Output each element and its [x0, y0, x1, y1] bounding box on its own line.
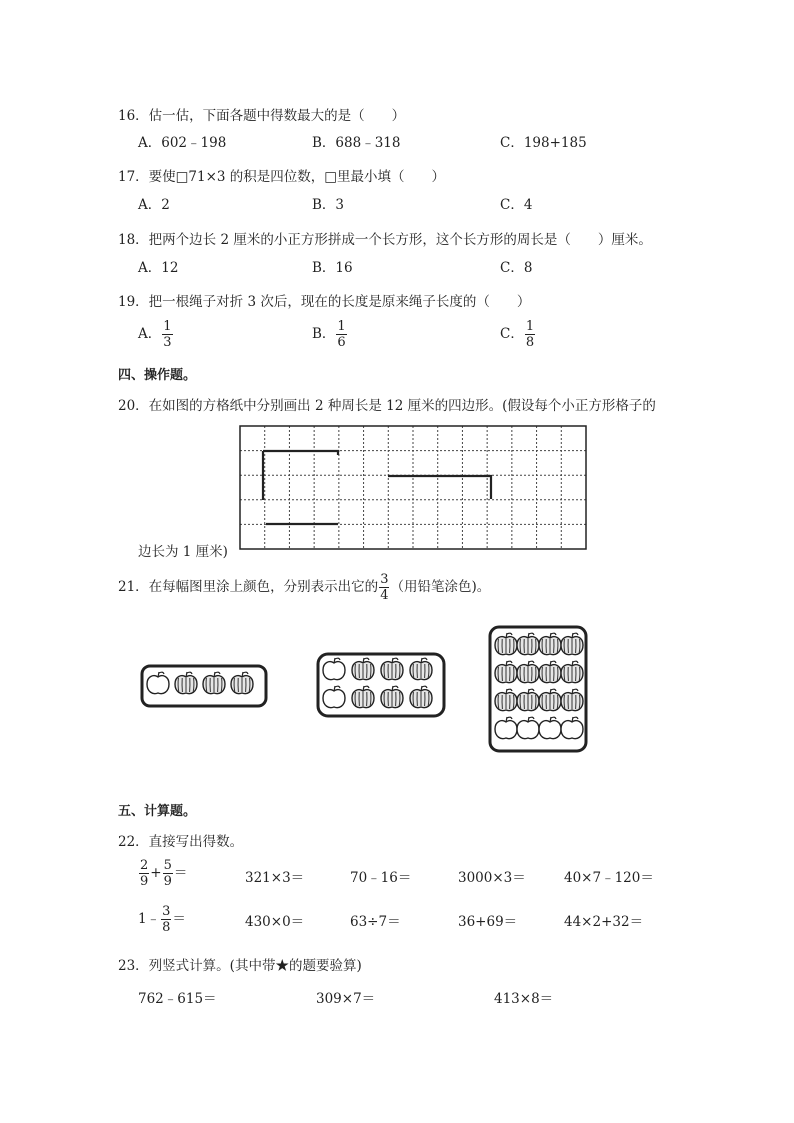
calc-item: 63÷7＝ — [350, 914, 401, 930]
question-20-tail: 边长为 1 厘米) — [138, 544, 228, 560]
apple-shaded — [517, 661, 539, 683]
question-16-stem: 16．估一估，下面各题中得数最大的是（ ） — [118, 108, 406, 124]
apple-shaded — [381, 658, 403, 680]
apple-shaded — [495, 661, 517, 683]
question-22-stem: 22．直接写出得数。 — [118, 834, 244, 850]
calc-item: 3000×3＝ — [458, 870, 526, 886]
question-17-option-a: A．2 — [138, 197, 170, 213]
fraction: $\frac{5}{9}$ — [163, 858, 172, 889]
question-18-option-b: B．16 — [312, 260, 353, 276]
apple-plain — [539, 717, 561, 739]
apple-shaded — [517, 689, 539, 711]
apple-shaded — [203, 672, 225, 694]
apple-shaded — [517, 633, 539, 655]
question-17-stem: 17．要使□71×3 的积是四位数，□里最小填（ ） — [118, 169, 446, 185]
fraction: $\frac{1}{6}$ — [337, 319, 346, 350]
question-16-option-a: A．602﹣198 — [138, 135, 227, 151]
apple-shaded — [410, 686, 432, 708]
question-19-stem: 19．把一根绳子对折 3 次后，现在的长度是原来绳子长度的（ ） — [118, 294, 531, 310]
apple-plain — [147, 672, 169, 694]
question-23-stem: 23．列竖式计算。(其中带★的题要验算) — [118, 958, 362, 974]
question-18-option-a: A．12 — [138, 260, 179, 276]
apple-tray-8 — [316, 652, 448, 720]
apple-shaded — [231, 672, 253, 694]
calc-item: 36+69＝ — [458, 914, 518, 930]
apple-shaded — [561, 633, 583, 655]
question-19-option-a: A． $\frac{1}{3}$ — [138, 319, 172, 350]
apple-plain — [323, 658, 345, 680]
fraction: $\frac{1}{8}$ — [525, 319, 535, 350]
fraction-three-quarters: $\frac{3}{4}$ — [380, 572, 389, 603]
apple-shaded — [495, 689, 517, 711]
apple-shaded — [561, 689, 583, 711]
apple-plain — [495, 717, 517, 739]
question-18-stem: 18．把两个边长 2 厘米的小正方形拼成一个长方形，这个长方形的周长是（ ）厘米。 — [118, 232, 652, 248]
vertical-calc-item: 413×8＝ — [494, 991, 554, 1007]
question-20-stem: 20．在如图的方格纸中分别画出 2 种周长是 12 厘米的四边形。(假设每个小正方形格子的 — [118, 398, 656, 414]
apple-shaded — [352, 686, 374, 708]
calc-item: 70﹣16＝ — [350, 870, 412, 886]
section-heading-operations: 四、操作题。 — [118, 368, 197, 383]
question-16-option-b: B．688﹣318 — [312, 135, 401, 151]
apple-plain — [561, 717, 583, 739]
vertical-calc-item: 309×7＝ — [316, 991, 376, 1007]
calc-item: 40×7﹣120＝ — [564, 870, 654, 886]
fraction: $\frac{2}{9}$ — [140, 858, 149, 889]
apple-shaded — [381, 686, 403, 708]
apple-shaded — [352, 658, 374, 680]
apple-shaded — [495, 633, 517, 655]
question-19-option-c: C． $\frac{1}{8}$ — [500, 319, 535, 350]
drawn-shape-2 — [388, 476, 491, 499]
question-17-option-b: B．3 — [312, 197, 345, 213]
question-19-option-b: B． $\frac{1}{6}$ — [312, 319, 346, 350]
apple-tray-4 — [140, 664, 270, 710]
question-18-option-c: C．8 — [500, 260, 533, 276]
fraction: $\frac{3}{8}$ — [162, 904, 171, 935]
apple-shaded — [539, 689, 561, 711]
section-heading-calculation: 五、计算题。 — [118, 804, 197, 819]
apple-plain — [517, 717, 539, 739]
apple-shaded — [410, 658, 432, 680]
apple-shaded — [539, 661, 561, 683]
apple-shaded — [175, 672, 197, 694]
vertical-calc-item: 762﹣615＝ — [138, 991, 217, 1007]
apple-plain — [323, 686, 345, 708]
calc-one-minus-fraction: 1﹣ $\frac{3}{8}$ ＝ — [138, 904, 186, 935]
calc-fraction-sum: $\frac{2}{9}$ + $\frac{5}{9}$ ＝ — [140, 858, 188, 889]
fraction: $\frac{1}{3}$ — [163, 319, 172, 350]
question-16-option-c: C．198+185 — [500, 135, 587, 151]
calc-item: 321×3＝ — [245, 870, 305, 886]
calc-item: 44×2+32＝ — [564, 914, 644, 930]
question-21-stem: 21．在每幅图里涂上颜色，分别表示出它的 $\frac{3}{4}$ （用铅笔涂色)。 — [118, 572, 491, 603]
apple-tray-16 — [488, 625, 590, 755]
question-17-option-c: C．4 — [500, 197, 533, 213]
apple-shaded — [539, 633, 561, 655]
calc-item: 430×0＝ — [245, 914, 305, 930]
apple-shaded — [561, 661, 583, 683]
grid-paper — [238, 424, 590, 552]
